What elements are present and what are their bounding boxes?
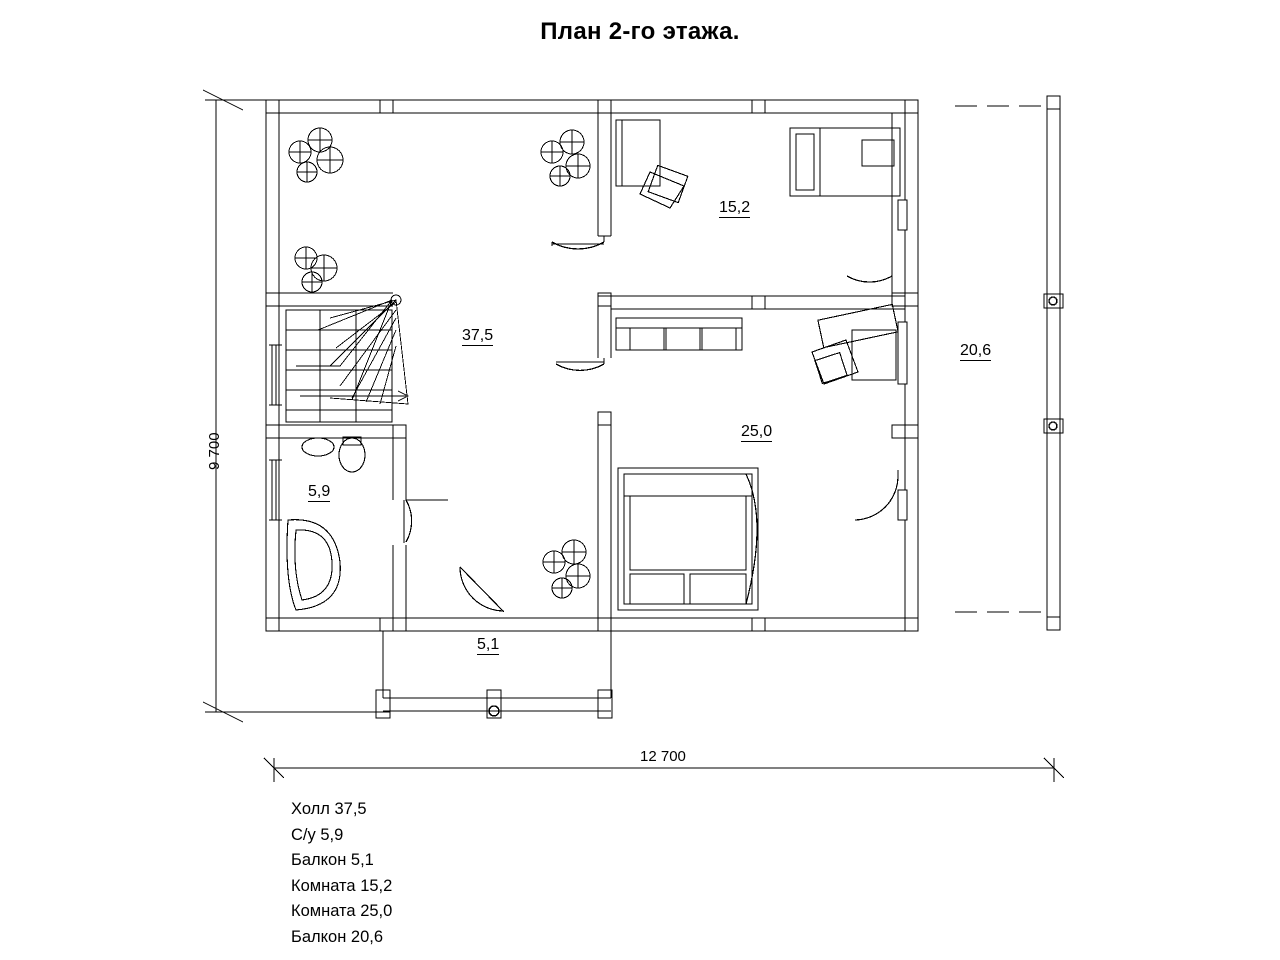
legend-item: Холл 37,5 — [291, 800, 367, 818]
legend — [291, 797, 392, 950]
legend-item: С/у 5,9 — [291, 825, 344, 844]
area-label-hall: 37,5 — [462, 327, 494, 344]
dimension-width: 12 700 — [640, 748, 686, 765]
legend-item: Балкон 5,1 — [291, 851, 374, 869]
area-label-room-small: 15,2 — [719, 199, 751, 216]
area-label-balcony-small: 5,1 — [477, 636, 500, 653]
page-title: План 2-го этажа. — [540, 18, 740, 45]
dimension-height: 9 700 — [206, 432, 223, 470]
area-label-room-large: 25,0 — [741, 423, 773, 440]
legend-item: Балкон 20,6 — [291, 927, 384, 946]
legend-item: Комната 25,0 — [291, 902, 393, 920]
area-label-bathroom: 5,9 — [308, 483, 331, 500]
legend-item: Комната 15,2 — [291, 876, 393, 895]
area-label-balcony-large: 20,6 — [960, 342, 992, 359]
